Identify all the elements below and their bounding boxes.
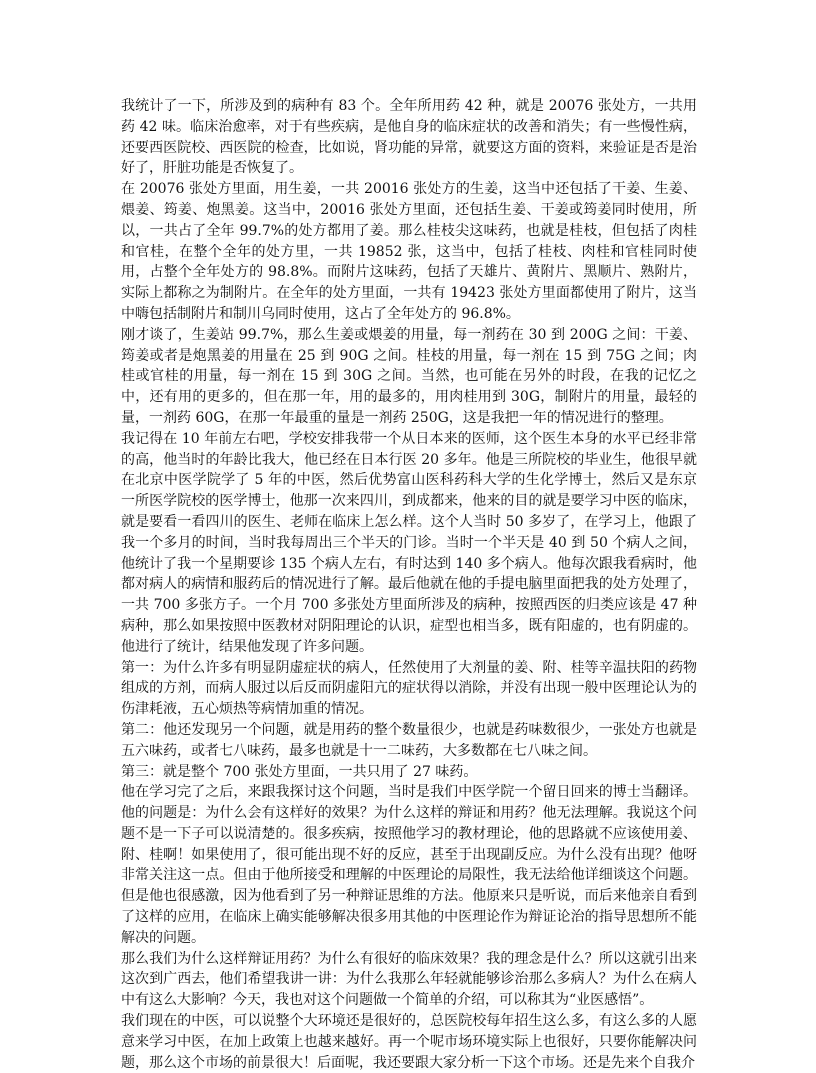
document-page: [121, 96, 697, 1073]
paragraph-finding-one: 第一：为什么许多有明显阴虚症状的病人，任然使用了大剂量的姜、附、桂等辛温扶阳的药物组成的方剂，而病人服过以后反而阴虚阳亢的症状得以消除，并没有出现一般中医理论认为的伤津耗液，五心烦热等病情加重的情况。: [121, 659, 697, 718]
paragraph-tcm-environment: 我们现在的中医，可以说整个大环境还是很好的，总医院校每年招生这么多，有这么多的人愿意来学习中医，在加上政策上也越来越好。再一个呢市场环境实际上也很好，只要你能解决问题，那么这个市场的前景很大！后面呢，我还要跟大家分析一下这个市场。还是先来个自我介: [121, 1013, 697, 1071]
paragraph-dosage-ranges: 刚才谈了，生姜站 99.7%，那么生姜或煨姜的用量，每一剂药在 30 到 200G 之间：干姜、筠姜或者是炮黑姜的用量在 25 到 90G 之间。桂枝的用量，每一剂在 15 到 75G 之间；肉桂或官桂的用量，每一剂在 15 到 30G 之间。当然，也可能在另外的时段，在我的记忆之中，还有用的更多的，但在那一年，用的最多的，用肉桂用到 30G，制附片的用量，最轻的量，一剂药 60G，在那一年最重的量是一剂药 250G，这是我把一年的情况进行的整理。: [121, 326, 697, 426]
paragraph-finding-three: 第三：就是整个 700 张处方里面，一共只用了 27 味药。: [121, 763, 478, 780]
paragraph-finding-two: 第二：他还发现另一个问题，就是用药的整个数量很少，也就是药味数很少，一张处方也就是五六味药，或者七八味药，最多也就是十一二味药，大多数都在七八味之间。: [121, 721, 697, 759]
paragraph-statistics-summary: 我统计了一下，所涉及到的病种有 83 个。全年所用药 42 种，就是 20076 张处方，一共用药 42 味。临床治愈率，对于有些疾病，是他自身的临床症状的改善和消失；有一些慢性病，还要西医院校、西医院的检查，比如说，肾功能的异常，就要这方面的资料，来验证是否是治好了，肝脏功能是否恢复了。: [121, 98, 697, 177]
paragraph-why-this-approach: 那么我们为什么这样辩证用药？为什么有很好的临床效果？我的理念是什么？所以这就引出来这次到广西去，他们希望我讲一讲：为什么我那么年轻就能够诊治那么多病人？为什么在病人中有这么大影响？今天，我也对这个问题做一个简单的介绍，可以称其为“业医感悟”。: [121, 950, 697, 1009]
paragraph-ginger-cinnamon-aconite-usage: 在 20076 张处方里面，用生姜，一共 20016 张处方的生姜，这当中还包括了干姜、生姜、煨姜、筠姜、炮黑姜。这当中，20016 张处方里面，还包括生姜、干姜或筠姜同时使用，所以，一共占了全年 99.7%的处方都用了姜。那么桂枝尖这味药，也就是桂枝，但包括了肉桂和官桂，在整个全年的处方里，一共 19852 张，这当中，包括了桂枝、肉桂和官桂同时使用，占整个全年处方的 98.8%。而附片这味药，包括了天雄片、黄附片、黑顺片、熟附片，实际上都称之为制附片。在全年的处方里面，一共有 19423 张处方里面都使用了附片，这当中嗨包括制附片和制川乌同时使用，这占了全年处方的 96.8%。: [121, 181, 697, 322]
paragraph-discussion: 他在学习完了之后，来跟我探讨这个问题，当时是我们中医学院一个留日回来的博士当翻译。他的问题是：为什么会有这样好的效果？为什么这样的辩证和用药？他无法理解。我说这个问题不是一下子可以说清楚的。很多疾病，按照他学习的教材理论，他的思路就不应该使用姜、附、桂啊！如果使用了，很可能出现不好的反应，甚至于出现副反应。为什么没有出现？他呀非常关注这一点。但由于他所接受和理解的中医理论的局限性，我无法给他详细谈这个问题。但是他也很感激，因为他看到了另一种辩证思维的方法。他原来只是听说，而后来他亲自看到了这样的应用，在临床上确实能够解决很多用其他的中医理论作为辩证论治的指导思想所不能解决的问题。: [121, 784, 697, 946]
paragraph-japanese-physician: 我记得在 10 年前左右吧，学校安排我带一个从日本来的医师，这个医生本身的水平已经非常的高，他当时的年龄比我大，他已经在日本行医 20 多年。他是三所院校的毕业生，他很早就在北京中医学院学了 5 年的中医，然后优势富山医科药科大学的生化学博士，然后又是东京一所医学院校的医学博士，他那一次来四川，到成都来，他来的目的就是要学习中医的临床，就是要看一看四川的医生、老师在临床上怎么样。这个人当时 50 多岁了，在学习上，他跟了我一个多月的时间，当时我每周出三个半天的门诊。当时一个半天是 40 到 50 个病人之间，他统计了我一个星期要诊 135 个病人左右，有时达到 140 多个病人。他每次跟我看病时，他都对病人的病情和服药后的情况进行了解。最后他就在他的手提电脑里面把我的处方处理了，一共 700 多张方子。一个月 700 多张处方里面所涉及的病种，按照西医的归类应该是 47 种病种，那么如果按照中医教材对阴阳理论的认识，症型也相当多，既有阳虚的，也有阴虚的。他进行了统计，结果他发现了许多问题。: [121, 430, 697, 655]
